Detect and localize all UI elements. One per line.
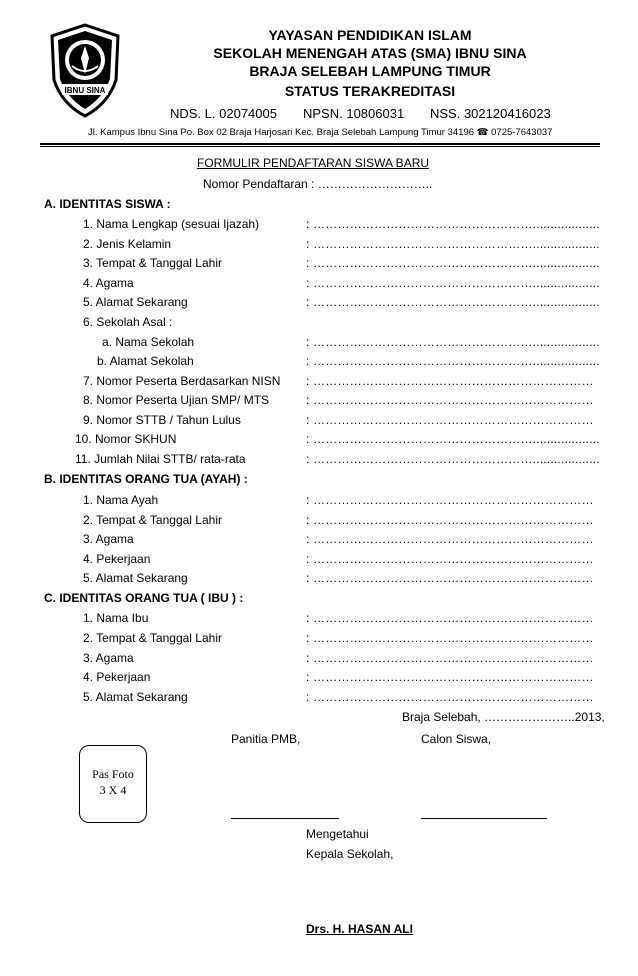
principal-title: Kepala Sekolah,: [306, 847, 394, 861]
field-blank[interactable]: : ……………………………………………………………: [306, 690, 594, 704]
place-date: Braja Selebah, …………………..2013,: [402, 710, 605, 724]
section-c-title: C. IDENTITAS ORANG TUA ( IBU ) :: [44, 591, 244, 605]
field-label: a. Nama Sekolah: [102, 335, 195, 349]
school-location: BRAJA SELEBAH LAMPUNG TIMUR: [249, 63, 491, 79]
committee-label: Panitia PMB,: [231, 732, 301, 746]
field-blank[interactable]: : ………………………………………………...................: [306, 217, 600, 231]
school-address: Jl. Kampus Ibnu Sina Po. Box 02 Braja Harjosari Kec. Braja Selebah Lampung Timur 34196 ☎ 0725-7643037: [88, 127, 553, 138]
registration-number: Nomor Pendaftaran : ………………………..: [203, 177, 433, 191]
foundation-name: YAYASAN PENDIDIKAN ISLAM: [268, 27, 472, 43]
field-label: 1. Nama Lengkap (sesuai Ijazah): [83, 217, 260, 231]
section-b-title: B. IDENTITAS ORANG TUA (AYAH) :: [44, 472, 248, 486]
field-label: 2. Tempat & Tanggal Lahir: [83, 513, 222, 527]
field-label: 4. Pekerjaan: [83, 670, 151, 684]
nss-number: NSS. 302120416023: [430, 106, 551, 121]
field-blank[interactable]: : ………………………………………………...................: [306, 432, 600, 446]
field-label: 1. Nama Ibu: [83, 611, 149, 625]
field-blank[interactable]: : ……………………………………………………………: [306, 413, 594, 427]
field-label: 1. Nama Ayah: [83, 493, 159, 507]
field-label: 5. Alamat Sekarang: [83, 295, 188, 309]
field-blank[interactable]: : ………………………………………………...................: [306, 335, 600, 349]
field-label: 5. Alamat Sekarang: [83, 690, 188, 704]
field-blank[interactable]: : ……………………………………………………………: [306, 532, 594, 546]
field-label: 3. Agama: [83, 532, 134, 546]
field-label: 7. Nomor Peserta Berdasarkan NISN: [83, 374, 281, 388]
photo-label: Pas Foto: [92, 767, 134, 781]
photo-placeholder: [79, 745, 147, 823]
acknowledge-label: Mengetahui: [306, 827, 369, 841]
section-a-title: A. IDENTITAS SISWA :: [44, 197, 171, 211]
field-blank[interactable]: : ………………………………………………...................: [306, 354, 600, 368]
field-label: 5. Alamat Sekarang: [83, 571, 188, 585]
field-label: 4. Agama: [83, 276, 134, 290]
header-rule-thin: [40, 146, 600, 147]
student-label: Calon Siswa,: [421, 732, 492, 746]
photo-size: 3 X 4: [99, 783, 127, 797]
field-label: 9. Nomor STTB / Tahun Lulus: [83, 413, 241, 427]
student-signature-line: [421, 818, 547, 819]
field-blank[interactable]: : ………………………………………………...................: [306, 276, 600, 290]
committee-signature-line: [231, 818, 339, 819]
logo-text: IBNU SINA: [64, 86, 106, 95]
school-name: SEKOLAH MENENGAH ATAS (SMA) IBNU SINA: [213, 45, 527, 61]
header-rule: [40, 143, 600, 145]
accreditation-status: STATUS TERAKREDITASI: [284, 83, 456, 99]
field-blank[interactable]: : ……………………………………………………………: [306, 393, 594, 407]
field-blank[interactable]: : ……………………………………………………………: [306, 631, 594, 645]
field-blank[interactable]: : ……………………………………………………………: [306, 651, 594, 665]
field-blank[interactable]: : ……………………………………………………………: [306, 571, 594, 585]
field-label: 2. Tempat & Tanggal Lahir: [83, 631, 222, 645]
principal-name: Drs. H. HASAN ALI: [306, 922, 413, 936]
field-blank[interactable]: : ………………………………………………...................: [306, 452, 600, 466]
school-logo: [48, 22, 122, 118]
field-label: 2. Jenis Kelamin: [83, 237, 172, 251]
npsn-number: NPSN. 10806031: [303, 106, 405, 121]
field-blank[interactable]: : ……………………………………………………………: [306, 374, 594, 388]
field-label: 3. Tempat & Tanggal Lahir: [83, 256, 222, 270]
field-blank[interactable]: : ……………………………………………………………: [306, 670, 594, 684]
form-title: FORMULIR PENDAFTARAN SISWA BARU: [197, 156, 430, 170]
field-blank[interactable]: : ………………………………………………...................: [306, 237, 600, 251]
field-blank[interactable]: : ……………………………………………………………: [306, 513, 594, 527]
field-label: 6. Sekolah Asal :: [83, 315, 173, 329]
field-label: 4. Pekerjaan: [83, 552, 151, 566]
field-blank[interactable]: : ……………………………………………………………: [306, 611, 594, 625]
field-blank[interactable]: : ……………………………………………………………: [306, 552, 594, 566]
field-label: 11. Jumlah Nilai STTB/ rata-rata: [75, 452, 246, 466]
field-label: 8. Nomor Peserta Ujian SMP/ MTS: [83, 393, 270, 407]
field-label: 3. Agama: [83, 651, 134, 665]
field-blank[interactable]: : ……………………………………………………………: [306, 493, 594, 507]
field-blank[interactable]: : ………………………………………………...................: [306, 295, 600, 309]
field-label: b. Alamat Sekolah: [97, 354, 194, 368]
field-blank[interactable]: : ………………………………………………...................: [306, 256, 600, 270]
field-label: 10. Nomor SKHUN: [75, 432, 177, 446]
nds-number: NDS. L. 02074005: [170, 106, 277, 121]
